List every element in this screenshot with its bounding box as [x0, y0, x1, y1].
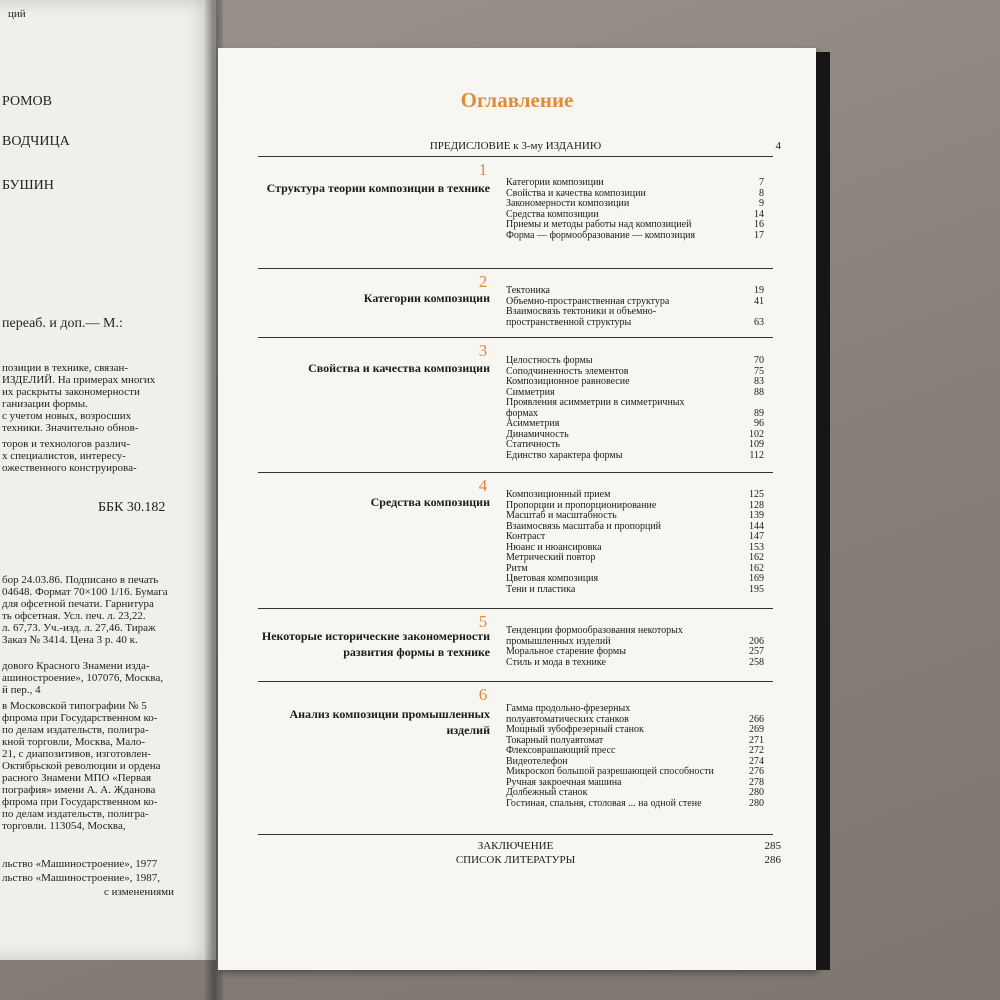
toc-entry-title: Асимметрия	[506, 418, 560, 429]
left-page-line: кной торговли, Москва, Мало-	[2, 736, 146, 748]
toc-entry-title: Флексоврашающий пресс	[506, 745, 616, 756]
section-divider	[258, 472, 773, 473]
toc-entry-page: 102	[749, 428, 764, 440]
toc-entry-title: Токарный полуавтомат	[506, 734, 604, 746]
toc-entry-title: Контраст	[506, 531, 546, 542]
section-title: Структура теории композиции в технике	[266, 181, 490, 195]
toc-entry-page: 128	[749, 499, 764, 511]
toc-entry-page: 112	[749, 449, 764, 461]
left-page-line: фпрома при Государственном ко-	[2, 712, 158, 724]
left-page-line: РОМОВ	[2, 94, 52, 109]
literature-line	[258, 854, 781, 866]
preface-line	[258, 140, 781, 152]
toc-entry-page: 19	[754, 285, 764, 296]
toc-entry-page: 109	[749, 439, 764, 450]
toc-entry[interactable]	[506, 397, 764, 419]
toc-entry[interactable]	[506, 625, 764, 647]
left-page-line: льство «Машиностроение», 1977	[2, 858, 158, 870]
right-page	[218, 48, 816, 970]
left-page-line: 21, с диапозитивов, изготовлен-	[2, 748, 151, 760]
section-number: 5	[478, 612, 488, 631]
left-page-line: с изменениями	[104, 886, 175, 898]
literature-label: СПИСОК ЛИТЕРАТУРЫ	[455, 854, 576, 866]
toc-entry[interactable]	[506, 583, 764, 596]
toc-entry-title: Видеотелефон	[506, 755, 568, 767]
toc-entry-title: Композиционное равновесие	[506, 376, 630, 387]
toc-entry-page: 162	[749, 562, 764, 574]
toc-entry-title: Соподчиненность элементов	[506, 365, 629, 377]
toc-entry-title: Свойства и качества композиции	[506, 187, 646, 199]
toc-entry-page: 195	[749, 583, 764, 595]
toc-entry-title: Долбежный станок	[506, 787, 588, 798]
left-page-line: БУШИН	[2, 178, 54, 193]
toc-entry[interactable]	[506, 306, 764, 328]
left-page-line: по делам издательств, полигра-	[2, 808, 149, 820]
toc-entry-page: 169	[749, 573, 764, 584]
left-page-line: техники. Значительно обнов-	[2, 422, 139, 434]
toc-entry[interactable]	[506, 703, 764, 725]
left-page-line: х специалистов, интересу-	[2, 450, 126, 462]
left-page-line: переаб. и доп.— М.:	[2, 316, 123, 331]
toc-entry-page: 266	[749, 713, 764, 725]
left-page-line: пография» имени А. А. Жданова	[2, 784, 156, 796]
left-page-line: для офсетной печати. Гарнитура	[2, 598, 154, 610]
toc-entry-page: 125	[749, 489, 764, 500]
left-page-line: дового Красного Знамени изда-	[2, 660, 150, 672]
toc-entry-title: Взаимосвязь масштаба и пропорций	[506, 520, 662, 532]
toc-entry-title: Единство характера формы	[506, 449, 623, 461]
toc-entry-title: Гостиная, спальня, столовая ... на одной стене	[506, 797, 702, 809]
section-number: 2	[478, 272, 488, 291]
toc-entry-page: 278	[749, 776, 764, 788]
toc-entry-title: Гамма продольно-фрезерных полуавтоматических станков	[506, 703, 631, 725]
toc-entry-title: Масштаб и масштабность	[506, 510, 617, 521]
section-entries	[506, 489, 764, 595]
toc-entry-page: 14	[754, 208, 764, 220]
page-edge	[816, 52, 830, 970]
section-entries	[506, 285, 764, 328]
toc-entry-page: 269	[749, 724, 764, 735]
toc-entry-title: Ритм	[506, 562, 528, 574]
left-page-line: 04648. Формат 70×100 1/16. Бумага	[2, 586, 168, 598]
toc-entry-page: 144	[749, 520, 764, 532]
section-title: Анализ композиции промышленных изделий	[289, 707, 490, 737]
left-page-line: их раскрыты закономерности	[2, 386, 140, 398]
toc-entry-title: Приемы и методы работы над композицией	[506, 219, 692, 230]
toc-entry-page: 83	[754, 376, 764, 387]
toc-entry-page: 258	[749, 656, 764, 668]
left-page-line: ББК 30.182	[98, 500, 166, 515]
section-entries	[506, 177, 764, 241]
toc-entry-page: 8	[759, 187, 764, 199]
toc-entry-title: Категории композиции	[506, 177, 604, 188]
section-title: Средства композиции	[370, 495, 490, 509]
conclusion-label: ЗАКЛЮЧЕНИЕ	[477, 840, 554, 852]
left-page-line: й пер., 4	[2, 684, 41, 696]
section-entries	[506, 703, 764, 809]
section-divider	[258, 337, 773, 338]
section-divider	[258, 834, 773, 835]
toc-entry-page: 257	[749, 646, 764, 657]
toc-entry-title: Мощный зубофрезерный станок	[506, 724, 644, 735]
toc-entry-title: Цветовая композиция	[506, 573, 599, 584]
toc-entry-page: 17	[754, 229, 764, 241]
left-page-line: ть офсетная. Усл. печ. л. 23,22.	[2, 610, 146, 622]
left-page-line: льство «Машиностроение», 1987,	[2, 872, 160, 884]
toc-entry[interactable]	[506, 552, 764, 564]
toc-entry-page: 9	[759, 198, 764, 209]
left-page-line: Октябрьской революции и ордена	[2, 760, 161, 772]
toc-entry[interactable]	[506, 449, 764, 462]
toc-title: Оглавление	[460, 88, 574, 112]
toc-entry-title: Композиционный прием	[506, 489, 611, 500]
left-page-line: ций	[8, 8, 26, 20]
section-number: 3	[478, 341, 488, 360]
conclusion-line	[258, 840, 781, 852]
toc-entry-title: Целостность формы	[506, 355, 593, 366]
toc-entry[interactable]	[506, 797, 764, 810]
left-page-line: бор 24.03.86. Подписано в печать	[2, 574, 159, 586]
section-title: Некоторые исторические закономерности развития формы в технике	[261, 629, 490, 659]
toc-entry-title: Статичность	[506, 439, 560, 450]
left-page-line: расного Знамени МПО «Первая	[2, 772, 152, 784]
left-page-line: ганизации формы.	[2, 398, 88, 410]
toc-entry-page: 271	[749, 734, 764, 746]
toc-entry-title: Закономерности композиции	[506, 198, 630, 209]
toc-entry-page: 153	[749, 541, 764, 553]
toc-entry-title: Проявления асимметрии в симметричных формах	[506, 397, 685, 419]
section-entries	[506, 625, 764, 668]
toc-entry-page: 70	[754, 355, 764, 366]
left-page-line: ашиностроение», 107076, Москва,	[2, 672, 164, 684]
left-page-line: по делам издательств, полигра-	[2, 724, 149, 736]
toc-entry-title: Тенденции формообразования некоторых промышленных изделий	[506, 625, 683, 647]
toc-entry-title: Стиль и мода в технике	[506, 656, 606, 668]
section-number: 6	[478, 685, 488, 704]
toc-entry-title: Средства композиции	[506, 208, 599, 220]
left-page-line: в Московской типографии № 5	[2, 700, 147, 712]
toc-entry-title: Тектоника	[506, 285, 550, 296]
toc-entry-page: 272	[749, 745, 764, 756]
toc-entry-page: 16	[754, 219, 764, 230]
section-title: Категории композиции	[363, 291, 490, 305]
left-page-line: л. 67,73. Уч.-изд. л. 27,46. Тираж	[2, 622, 156, 634]
left-page-line: Заказ № 3414. Цена 3 р. 40 к.	[2, 634, 138, 646]
preface-label: ПРЕДИСЛОВИЕ к 3-му ИЗДАНИЮ	[429, 140, 602, 152]
toc-entry-title: Нюанс и нюансировка	[506, 541, 602, 553]
left-page-line: ожественного конструирова-	[2, 462, 137, 474]
left-page-line: ВОДЧИЦА	[2, 134, 70, 149]
toc-entry-page: 280	[749, 797, 764, 809]
section-divider	[258, 608, 773, 609]
section-divider	[258, 681, 773, 682]
toc-entry-title: Моральное старение формы	[506, 646, 626, 657]
toc-entry-title: Метрический повтор	[506, 552, 596, 563]
section-number: 4	[478, 476, 488, 495]
toc-entry-title: Микроскоп большой разрешающей способности	[506, 766, 714, 777]
toc-entry-page: 7	[759, 177, 764, 188]
section-title: Свойства и качества композиции	[308, 361, 490, 375]
toc-entry-title: Взаимосвязь тектоники и объемно-пространственной структуры	[506, 306, 657, 328]
toc-entry-page: 89	[754, 407, 764, 419]
toc-entry-title: Динамичность	[506, 428, 569, 440]
left-page-line: фпрома при Государственном ко-	[2, 796, 158, 808]
toc-entry-page: 139	[749, 510, 764, 521]
toc-entry-page: 96	[754, 418, 764, 429]
toc-entry-title: Форма — формообразование — композиция	[506, 229, 696, 241]
toc-entry-title: Объемно-пространственная структура	[506, 295, 670, 307]
toc-entry-page: 276	[749, 766, 764, 777]
literature-page: 286	[764, 854, 781, 866]
conclusion-page: 285	[764, 840, 781, 852]
toc-entry[interactable]	[506, 229, 764, 242]
toc-entry-page: 162	[749, 552, 764, 563]
section-divider	[258, 268, 773, 269]
left-page-line: торговли. 113054, Москва,	[2, 820, 126, 832]
left-page-line: ИЗДЕЛИЙ. На примерах многих	[2, 374, 156, 386]
preface-page: 4	[775, 140, 781, 152]
toc-entry-page: 41	[754, 295, 764, 307]
toc-entry-page: 75	[754, 365, 764, 377]
toc-entry-title: Тени и пластика	[506, 583, 576, 595]
toc-entry[interactable]	[506, 656, 764, 669]
left-page-line: с учетом новых, возросших	[2, 410, 132, 422]
toc-entry-title: Пропорции и пропорционирование	[506, 499, 657, 511]
left-page	[0, 0, 216, 960]
section-entries	[506, 355, 764, 461]
left-page-line: позиции в технике, связан-	[2, 362, 129, 374]
toc-entry-title: Симметрия	[506, 386, 555, 398]
toc-entry-title: Ручная закроечная машина	[506, 776, 622, 788]
left-page-line: торов и технологов различ-	[2, 438, 130, 450]
toc-entry-page: 274	[749, 755, 764, 767]
toc-entry-page: 280	[749, 787, 764, 798]
toc-entry-page: 63	[754, 316, 764, 328]
toc-entry-page: 147	[749, 531, 764, 542]
toc-entry-page: 88	[754, 386, 764, 398]
section-divider	[258, 156, 773, 157]
toc-entry-page: 206	[749, 635, 764, 647]
section-number: 1	[478, 160, 488, 179]
